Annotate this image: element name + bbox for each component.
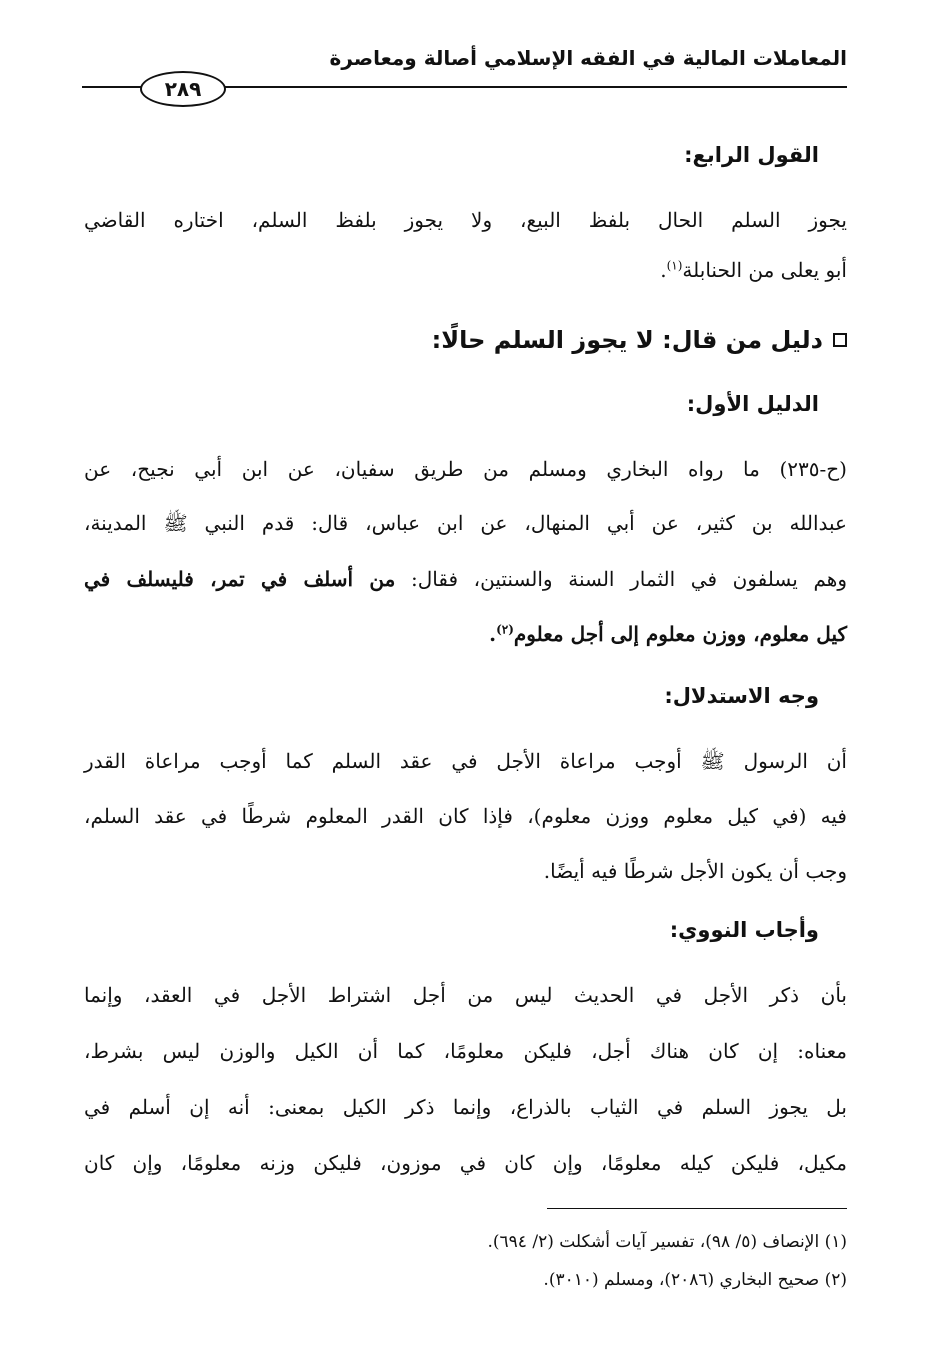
paragraph-line: معناه: إن كان هناك أجل، فليكن معلومًا، كما أن الكيل والوزن ليس بشرط، bbox=[84, 1039, 847, 1063]
paragraph-line: أن الرسول ﷺ أوجب مراعاة الأجل في عقد السلم كما أوجب مراعاة القدر bbox=[84, 749, 847, 773]
hadith-text: من أسلف في تمر، فليسلف في bbox=[84, 567, 396, 591]
first-evidence-heading: الدليل الأول: bbox=[686, 392, 819, 416]
footnote-marker: (٢) bbox=[496, 622, 514, 637]
fourth-opinion-heading: القول الرابع: bbox=[684, 143, 819, 167]
nawawi-heading: وأجاب النووي: bbox=[669, 918, 819, 942]
paragraph-line: عبدالله بن كثير، عن أبي المنهال، عن ابن عباس، قال: قدم النبي ﷺ المدينة، bbox=[84, 511, 847, 535]
footnote: (٢) صحيح البخاري (٢٠٨٦)، ومسلم (٣٠١٠). bbox=[543, 1270, 847, 1290]
paragraph-line: يجوز السلم الحال بلفظ البيع، ولا يجوز بلفظ السلم، اختاره القاضي bbox=[84, 208, 847, 232]
paragraph-line: كيل معلوم، ووزن معلوم إلى أجل معلوم$^{(٢)}$. bbox=[489, 622, 847, 646]
paragraph-line: مكيل، فليكن كيله معلومًا، وإن كان في موزون، فليكن وزنه معلومًا، وإن كان bbox=[84, 1151, 847, 1175]
square-bullet-icon bbox=[833, 333, 847, 347]
footnote: (١) الإنصاف (٥/ ٩٨)، تفسير آيات أشكلت (٢/ ٦٩٤). bbox=[487, 1232, 847, 1252]
page-number: ٢٨٩ bbox=[140, 71, 226, 107]
section-heading bbox=[432, 326, 847, 354]
paragraph-line: (ح-٢٣٥) ما رواه البخاري ومسلم من طريق سفيان، عن ابن أبي نجيح، عن bbox=[84, 457, 847, 481]
paragraph-line: بل يجوز السلم في الثياب بالذراع، وإنما ذكر الكيل بمعنى: أنه إن أسلم في bbox=[84, 1095, 847, 1119]
paragraph-line: وجب أن يكون الأجل شرطًا فيه أيضًا. bbox=[543, 859, 847, 883]
paragraph-line: أبو يعلى من الحنابلة$^{(١)}$. bbox=[660, 258, 847, 282]
running-header-title: المعاملات المالية في الفقه الإسلامي أصالة ومعاصرة bbox=[329, 46, 847, 70]
footnote-marker: (١) bbox=[666, 258, 683, 273]
paragraph-line: بأن ذكر الأجل في الحديث ليس من أجل اشتراط الأجل في العقد، وإنما bbox=[84, 983, 847, 1007]
paragraph-line: وهم يسلفون في الثمار السنة والسنتين، فقال: من أسلف في تمر، فليسلف في bbox=[84, 567, 847, 591]
hadith-text: كيل معلوم، ووزن معلوم إلى أجل معلوم bbox=[513, 622, 847, 646]
inference-heading: وجه الاستدلال: bbox=[664, 684, 819, 708]
footnote-rule bbox=[547, 1208, 847, 1209]
paragraph-line: فيه (في كيل معلوم ووزن معلوم)، فإذا كان القدر المعلوم شرطًا في عقد السلم، bbox=[84, 804, 847, 828]
section-heading-text: دليل من قال: لا يجوز السلم حالًا: bbox=[431, 326, 823, 354]
